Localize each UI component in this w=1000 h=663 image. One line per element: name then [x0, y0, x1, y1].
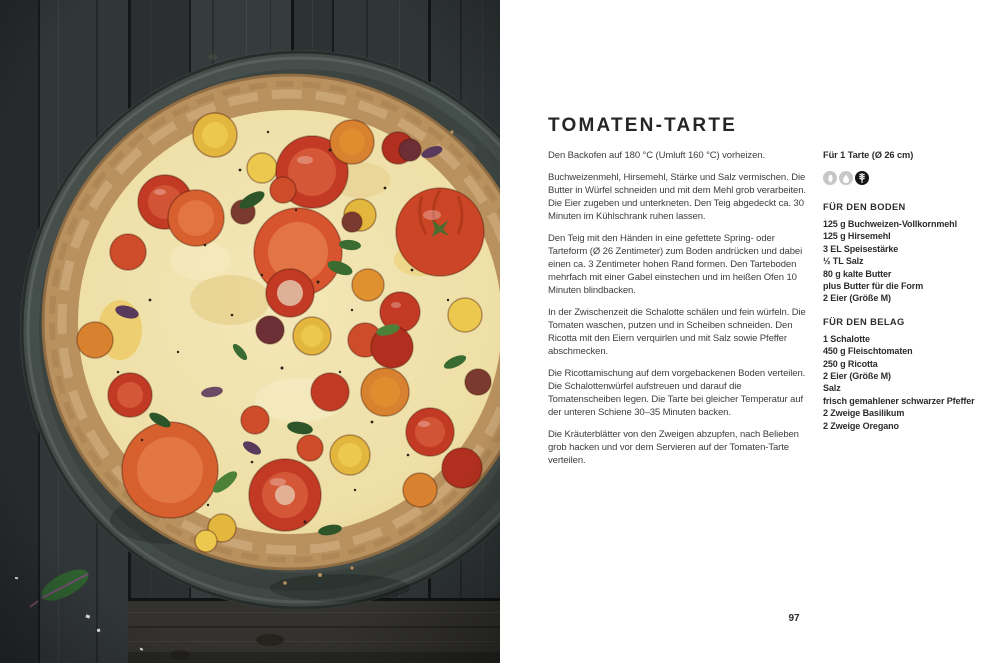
ingredients-column	[823, 150, 998, 432]
section-heading-belag: FÜR DEN BELAG	[823, 316, 905, 327]
ingredient-item: Salz	[823, 383, 841, 394]
ingredient-item: 125 g Buchweizen-Vollkornmehl	[823, 219, 957, 229]
ingredient-item: 2 Eier (Größe M)	[823, 293, 891, 304]
step-paragraph: Die Ricottamischung auf dem vorgebackenen Boden verteilen. Die Schalottenwürfel aufstreuen und darauf die Tomatenscheiben legen. Die Tarte bei gleicher Temperatur auf der unteren Schiene 30–35 Minuten backen.	[548, 368, 806, 418]
drop-badge-icon	[839, 171, 853, 185]
ingredient-item: 2 Zweige Basilikum	[823, 408, 905, 419]
diet-badges	[823, 171, 998, 185]
wheat-badge-icon	[855, 171, 869, 185]
ingredient-item: 1 Schalotte	[823, 333, 870, 344]
ingredient-item: 125 g Hirsemehl	[823, 231, 891, 242]
ingredient-item: 250 g Ricotta	[823, 358, 878, 369]
recipe-page	[500, 0, 1000, 663]
step-paragraph: In der Zwischenzeit die Schalotte schälen und fein würfeln. Die Tomaten waschen, putzen und in Scheiben schneiden. Den Ricotta mit den Eiern verquirlen und mit Salz sowie Pfeffer abschmecken.	[548, 307, 806, 357]
leaf-badge-icon	[823, 171, 837, 185]
ingredient-item: 450 g Fleischtomaten	[823, 346, 913, 357]
ingredient-item: 2 Zweige Oregano	[823, 420, 899, 431]
section-heading-boden: FÜR DEN BODEN	[823, 202, 906, 212]
ingredient-item: plus Butter für die Form	[823, 281, 924, 292]
ingredient-item: 3 EL Speisestärke	[823, 243, 899, 254]
ingredient-item: 2 Eier (Größe M)	[823, 371, 891, 382]
yield-label: Für 1 Tarte (Ø 26 cm)	[823, 150, 914, 160]
step-paragraph: Die Kräuterblätter von den Zweigen abzupfen, nach Belieben grob hacken und vor dem Servieren auf der Tomaten-Tarte verteilen.	[548, 429, 799, 466]
ingredient-item: frisch gemahlener schwarzer Pfeffer	[823, 395, 975, 406]
step-paragraph: Den Backofen auf 180 °C (Umluft 160 °C) vorheizen.	[548, 150, 765, 161]
ingredient-item: ½ TL Salz	[823, 256, 864, 267]
page-number: 97	[788, 613, 800, 624]
recipe-steps	[548, 149, 810, 476]
step-paragraph: Den Teig mit den Händen in eine gefettete Spring- oder Tarteform (Ø 26 Zentimeter) zum Boden andrücken und dabei einen ca. 3 Zentimeter hohen Rand formen. Den Tarteboden mehrfach mit einer Gabel einstechen und im heißen Ofen 10 Minuten blindbacken.	[548, 233, 803, 296]
recipe-title: TOMATEN-TARTE	[548, 114, 738, 136]
ingredient-item: 80 g kalte Butter	[823, 268, 892, 279]
step-paragraph: Buchweizenmehl, Hirsemehl, Stärke und Salz vermischen. Die Butter in Würfel schneiden und mit dem Mehl grob verarbeiten. Die Eier zugeben und unterkneten. Den Teig abgedeckt ca. 30 Minuten im Kühlschrank ruhen lassen.	[548, 172, 806, 222]
